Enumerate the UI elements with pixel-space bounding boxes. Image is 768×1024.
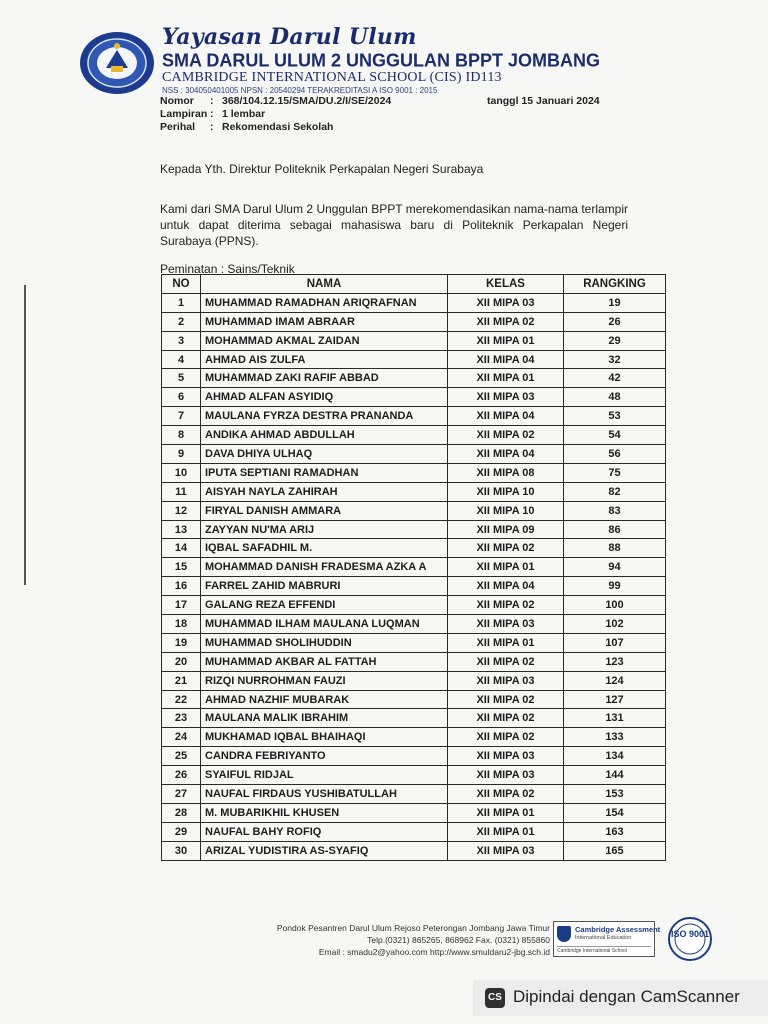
cell-nama: DAVA DHIYA ULHAQ bbox=[201, 445, 448, 464]
cell-kelas: XII MIPA 02 bbox=[448, 426, 564, 445]
cell-nama: AHMAD AIS ZULFA bbox=[201, 350, 448, 369]
cell-rangking: 99 bbox=[564, 577, 666, 596]
cell-no: 14 bbox=[162, 539, 201, 558]
cell-nama: AHMAD NAZHIF MUBARAK bbox=[201, 690, 448, 709]
cell-rangking: 54 bbox=[564, 426, 666, 445]
table-row bbox=[162, 539, 666, 558]
cell-rangking: 124 bbox=[564, 671, 666, 690]
cell-nama: MOHAMMAD DANISH FRADESMA AZKA A bbox=[201, 558, 448, 577]
meta-nomor bbox=[160, 95, 391, 107]
cell-rangking: 154 bbox=[564, 803, 666, 822]
cell-no: 29 bbox=[162, 822, 201, 841]
cell-nama: MAULANA MALIK IBRAHIM bbox=[201, 709, 448, 728]
cell-kelas: XII MIPA 01 bbox=[448, 633, 564, 652]
cell-rangking: 127 bbox=[564, 690, 666, 709]
cell-rangking: 86 bbox=[564, 520, 666, 539]
cell-rangking: 48 bbox=[564, 388, 666, 407]
cell-kelas: XII MIPA 01 bbox=[448, 558, 564, 577]
meta-lampiran bbox=[160, 108, 265, 120]
cell-rangking: 19 bbox=[564, 293, 666, 312]
cell-nama: AISYAH NAYLA ZAHIRAH bbox=[201, 482, 448, 501]
cell-rangking: 75 bbox=[564, 463, 666, 482]
cell-no: 15 bbox=[162, 558, 201, 577]
cell-nama: MOHAMMAD AKMAL ZAIDAN bbox=[201, 331, 448, 350]
table-row bbox=[162, 596, 666, 615]
cambridge-school: Cambridge International School bbox=[557, 946, 651, 954]
table-row bbox=[162, 615, 666, 634]
school-registration: NSS : 304050401005 NPSN : 20540294 TERAKREDITASI A ISO 9001 : 2015 bbox=[162, 86, 438, 95]
meta-perihal-value: Rekomendasi Sekolah bbox=[222, 121, 334, 133]
cell-rangking: 82 bbox=[564, 482, 666, 501]
cell-nama: GALANG REZA EFFENDI bbox=[201, 596, 448, 615]
cell-nama: MUHAMMAD ZAKI RAFIF ABBAD bbox=[201, 369, 448, 388]
cell-no: 18 bbox=[162, 615, 201, 634]
cell-rangking: 123 bbox=[564, 652, 666, 671]
cell-no: 6 bbox=[162, 388, 201, 407]
cell-rangking: 94 bbox=[564, 558, 666, 577]
cell-kelas: XII MIPA 03 bbox=[448, 747, 564, 766]
table-row bbox=[162, 671, 666, 690]
cell-rangking: 165 bbox=[564, 841, 666, 860]
meta-sep: : bbox=[210, 108, 214, 120]
cell-no: 25 bbox=[162, 747, 201, 766]
table-row bbox=[162, 369, 666, 388]
cell-rangking: 163 bbox=[564, 822, 666, 841]
table-row bbox=[162, 766, 666, 785]
cell-rangking: 26 bbox=[564, 312, 666, 331]
cell-kelas: XII MIPA 04 bbox=[448, 407, 564, 426]
cell-no: 17 bbox=[162, 596, 201, 615]
table-row bbox=[162, 785, 666, 804]
cell-no: 27 bbox=[162, 785, 201, 804]
cell-nama: ANDIKA AHMAD ABDULLAH bbox=[201, 426, 448, 445]
cell-kelas: XII MIPA 01 bbox=[448, 822, 564, 841]
meta-sep: : bbox=[210, 95, 214, 107]
cell-nama: FIRYAL DANISH AMMARA bbox=[201, 501, 448, 520]
cell-kelas: XII MIPA 01 bbox=[448, 369, 564, 388]
meta-perihal-label: Perihal bbox=[160, 121, 196, 133]
cell-rangking: 88 bbox=[564, 539, 666, 558]
scan-edge-line bbox=[24, 285, 26, 585]
iso-label: ISO 9001 bbox=[670, 929, 710, 939]
header-nama: NAMA bbox=[201, 275, 448, 294]
cell-no: 20 bbox=[162, 652, 201, 671]
table-row bbox=[162, 312, 666, 331]
cell-no: 7 bbox=[162, 407, 201, 426]
table-header-row bbox=[162, 275, 666, 294]
cambridge-title: Cambridge Assessment bbox=[575, 925, 661, 934]
footer-address bbox=[277, 922, 550, 958]
cell-no: 26 bbox=[162, 766, 201, 785]
cell-kelas: XII MIPA 03 bbox=[448, 841, 564, 860]
cell-nama: FARREL ZAHID MABRURI bbox=[201, 577, 448, 596]
cell-kelas: XII MIPA 04 bbox=[448, 350, 564, 369]
recipient-line: Kepada Yth. Direktur Politeknik Perkapalan Negeri Surabaya bbox=[160, 162, 484, 176]
footer-line-address: Pondok Pesantren Darul Ulum Rejoso Peterongan Jombang Jawa Timur bbox=[276, 923, 550, 933]
ranking-table bbox=[161, 274, 666, 861]
cell-rangking: 32 bbox=[564, 350, 666, 369]
table-row bbox=[162, 350, 666, 369]
cell-kelas: XII MIPA 01 bbox=[448, 331, 564, 350]
table-row bbox=[162, 822, 666, 841]
table-row bbox=[162, 445, 666, 464]
camscanner-watermark bbox=[473, 980, 768, 1016]
cell-nama: NAUFAL FIRDAUS YUSHIBATULLAH bbox=[201, 785, 448, 804]
cell-kelas: XII MIPA 04 bbox=[448, 445, 564, 464]
cell-kelas: XII MIPA 02 bbox=[448, 785, 564, 804]
cell-kelas: XII MIPA 03 bbox=[448, 388, 564, 407]
school-name: SMA DARUL ULUM 2 UNGGULAN BPPT JOMBANG bbox=[162, 49, 601, 71]
cell-no: 22 bbox=[162, 690, 201, 709]
camscanner-text: Dipindai dengan CamScanner bbox=[513, 987, 740, 1006]
cell-kelas: XII MIPA 03 bbox=[448, 766, 564, 785]
cambridge-shield-icon bbox=[557, 926, 571, 942]
cell-rangking: 29 bbox=[564, 331, 666, 350]
cell-no: 30 bbox=[162, 841, 201, 860]
footer-line-email: Email : smadu2@yahoo.com http://www.smuldaru2-jbg.sch.id bbox=[318, 947, 550, 957]
cell-no: 8 bbox=[162, 426, 201, 445]
cell-rangking: 107 bbox=[564, 633, 666, 652]
cell-no: 16 bbox=[162, 577, 201, 596]
cell-rangking: 144 bbox=[564, 766, 666, 785]
cell-no: 21 bbox=[162, 671, 201, 690]
cell-nama: IQBAL SAFADHIL M. bbox=[201, 539, 448, 558]
cell-nama: AHMAD ALFAN ASYIDIQ bbox=[201, 388, 448, 407]
cell-nama: RIZQI NURROHMAN FAUZI bbox=[201, 671, 448, 690]
cell-kelas: XII MIPA 02 bbox=[448, 728, 564, 747]
table-row bbox=[162, 803, 666, 822]
header-no: NO bbox=[162, 275, 201, 294]
cell-nama: CANDRA FEBRIYANTO bbox=[201, 747, 448, 766]
meta-sep: : bbox=[210, 121, 214, 133]
table-row bbox=[162, 426, 666, 445]
cell-nama: ARIZAL YUDISTIRA AS-SYAFIQ bbox=[201, 841, 448, 860]
school-logo-icon bbox=[78, 30, 156, 96]
cell-rangking: 56 bbox=[564, 445, 666, 464]
table-row bbox=[162, 501, 666, 520]
table-row bbox=[162, 331, 666, 350]
cell-rangking: 134 bbox=[564, 747, 666, 766]
cell-kelas: XII MIPA 03 bbox=[448, 293, 564, 312]
table-row bbox=[162, 520, 666, 539]
cell-kelas: XII MIPA 02 bbox=[448, 652, 564, 671]
cell-no: 10 bbox=[162, 463, 201, 482]
cell-kelas: XII MIPA 02 bbox=[448, 539, 564, 558]
cell-kelas: XII MIPA 02 bbox=[448, 596, 564, 615]
letter-body: Kami dari SMA Darul Ulum 2 Unggulan BPPT merekomendasikan nama-nama terlampir untuk dapat diterima sebagai mahasiswa baru di Politeknik Perkapalan Negeri Surabaya (PPNS). bbox=[160, 202, 628, 248]
camscanner-logo-icon: CS bbox=[485, 988, 505, 1008]
meta-lampiran-value: 1 lembar bbox=[222, 108, 266, 120]
header-kelas: KELAS bbox=[448, 275, 564, 294]
table-body bbox=[162, 293, 666, 860]
cell-kelas: XII MIPA 02 bbox=[448, 312, 564, 331]
cell-no: 24 bbox=[162, 728, 201, 747]
cell-no: 9 bbox=[162, 445, 201, 464]
cell-kelas: XII MIPA 02 bbox=[448, 709, 564, 728]
cell-no: 1 bbox=[162, 293, 201, 312]
cell-nama: M. MUBARIKHIL KHUSEN bbox=[201, 803, 448, 822]
cell-no: 2 bbox=[162, 312, 201, 331]
table-row bbox=[162, 652, 666, 671]
cambridge-badge bbox=[553, 921, 661, 957]
table-row bbox=[162, 482, 666, 501]
cell-rangking: 53 bbox=[564, 407, 666, 426]
cell-no: 5 bbox=[162, 369, 201, 388]
cell-nama: NAUFAL BAHY ROFIQ bbox=[201, 822, 448, 841]
meta-perihal bbox=[160, 121, 333, 133]
cell-no: 11 bbox=[162, 482, 201, 501]
table-row bbox=[162, 577, 666, 596]
cell-nama: MUHAMMAD AKBAR AL FATTAH bbox=[201, 652, 448, 671]
table-row bbox=[162, 747, 666, 766]
table-row bbox=[162, 388, 666, 407]
table-row bbox=[162, 293, 666, 312]
cell-rangking: 153 bbox=[564, 785, 666, 804]
cell-no: 4 bbox=[162, 350, 201, 369]
cell-rangking: 83 bbox=[564, 501, 666, 520]
school-subtitle: CAMBRIDGE INTERNATIONAL SCHOOL (CIS) ID113 bbox=[162, 70, 502, 85]
table-row bbox=[162, 463, 666, 482]
cell-nama: ZAYYAN NU'MA ARIJ bbox=[201, 520, 448, 539]
table-row bbox=[162, 407, 666, 426]
iso-seal-icon bbox=[668, 917, 712, 961]
cell-kelas: XII MIPA 02 bbox=[448, 690, 564, 709]
cell-no: 13 bbox=[162, 520, 201, 539]
cell-rangking: 131 bbox=[564, 709, 666, 728]
cell-nama: MUHAMMAD RAMADHAN ARIQRAFNAN bbox=[201, 293, 448, 312]
cell-nama: IPUTA SEPTIANI RAMADHAN bbox=[201, 463, 448, 482]
table-row bbox=[162, 690, 666, 709]
cell-kelas: XII MIPA 03 bbox=[448, 615, 564, 634]
table-row bbox=[162, 728, 666, 747]
cell-kelas: XII MIPA 08 bbox=[448, 463, 564, 482]
meta-nomor-label: Nomor bbox=[160, 95, 194, 107]
cell-kelas: XII MIPA 10 bbox=[448, 501, 564, 520]
peminatan-label: Peminatan : Sains/Teknik bbox=[160, 262, 295, 276]
cell-no: 3 bbox=[162, 331, 201, 350]
cell-nama: MAULANA FYRZA DESTRA PRANANDA bbox=[201, 407, 448, 426]
cell-rangking: 100 bbox=[564, 596, 666, 615]
cell-no: 23 bbox=[162, 709, 201, 728]
table-row bbox=[162, 841, 666, 860]
cell-kelas: XII MIPA 10 bbox=[448, 482, 564, 501]
letter-date: tanggl 15 Januari 2024 bbox=[487, 95, 600, 107]
cell-nama: MUKHAMAD IQBAL BHAIHAQI bbox=[201, 728, 448, 747]
cell-nama: MUHAMMAD IMAM ABRAAR bbox=[201, 312, 448, 331]
cell-kelas: XII MIPA 04 bbox=[448, 577, 564, 596]
table-row bbox=[162, 633, 666, 652]
cell-nama: MUHAMMAD ILHAM MAULANA LUQMAN bbox=[201, 615, 448, 634]
cell-no: 28 bbox=[162, 803, 201, 822]
cell-nama: MUHAMMAD SHOLIHUDDIN bbox=[201, 633, 448, 652]
cell-nama: SYAIFUL RIDJAL bbox=[201, 766, 448, 785]
cambridge-subtitle: International Education bbox=[575, 935, 632, 941]
foundation-name: Yayasan Darul Ulum bbox=[162, 24, 417, 50]
cell-no: 19 bbox=[162, 633, 201, 652]
cell-kelas: XII MIPA 01 bbox=[448, 803, 564, 822]
meta-nomor-value: 368/104.12.15/SMA/DU.2/I/SE/2024 bbox=[222, 95, 392, 107]
meta-lampiran-label: Lampiran bbox=[160, 108, 208, 120]
table-row bbox=[162, 709, 666, 728]
footer-line-phone: Telp.(0321) 865265, 868962 Fax. (0321) 855860 bbox=[367, 935, 550, 945]
cell-rangking: 133 bbox=[564, 728, 666, 747]
cell-no: 12 bbox=[162, 501, 201, 520]
table-row bbox=[162, 558, 666, 577]
cell-rangking: 42 bbox=[564, 369, 666, 388]
header-rangking: RANGKING bbox=[564, 275, 666, 294]
cell-rangking: 102 bbox=[564, 615, 666, 634]
cell-kelas: XII MIPA 09 bbox=[448, 520, 564, 539]
cell-kelas: XII MIPA 03 bbox=[448, 671, 564, 690]
